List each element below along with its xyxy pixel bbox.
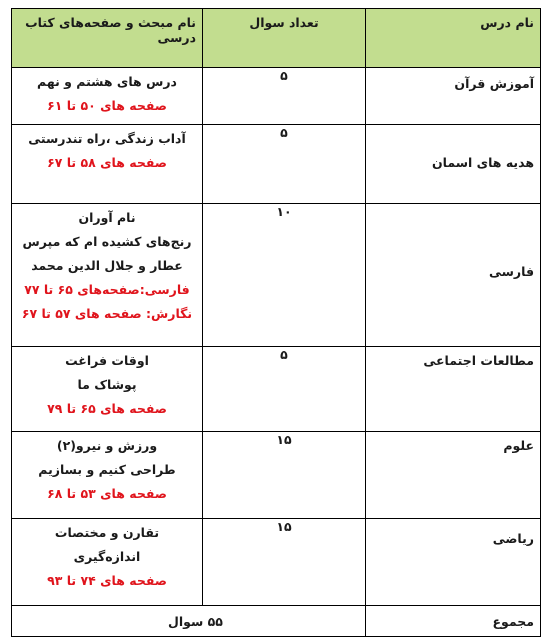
count-cell: ۵ (203, 347, 366, 432)
page-range-line: صفحه های ۷۴ تا ۹۳ (47, 573, 167, 588)
topics-cell (12, 125, 203, 204)
topic-line: پوشاک ما (77, 377, 137, 392)
topics-cell (12, 519, 203, 606)
table-row (12, 204, 541, 347)
topic-line: عطار و جلال الدین محمد (31, 258, 183, 273)
header-subject: نام درس (366, 9, 541, 68)
header-count: تعداد سوال (203, 9, 366, 68)
table-row (12, 519, 541, 606)
topics-cell (12, 68, 203, 125)
total-row (12, 606, 541, 637)
subject-cell: مطالعات اجتماعی (423, 353, 534, 368)
syllabus-table-wrapper (11, 8, 541, 637)
count-cell: ۵ (203, 125, 366, 204)
topic-line: درس های هشتم و نهم (37, 74, 177, 89)
subject-cell: ریاضی (492, 531, 534, 546)
topic-line: ورزش و نیرو(۲) (56, 438, 158, 453)
total-value: ۵۵ سوال (12, 606, 366, 637)
table-row (12, 432, 541, 519)
page-range-line: صفحه های ۵۸ تا ۶۷ (47, 155, 167, 170)
topic-line: اندازه‌گیری (73, 549, 141, 564)
syllabus-table (11, 8, 541, 637)
subject-cell: هدیه های اسمان (431, 155, 534, 170)
page-range-line: نگارش: صفحه های ۵۷ تا ۶۷ (21, 306, 193, 321)
topic-line: رنج‌های کشیده ام که مپرس (22, 234, 192, 249)
page-range-line: فارسی:صفحه‌های ۶۵ تا ۷۷ (24, 282, 190, 297)
subject-cell: فارسی (488, 264, 534, 279)
topics-cell (12, 347, 203, 432)
count-cell: ۵ (203, 68, 366, 125)
table-row (12, 347, 541, 432)
table-row (12, 68, 541, 125)
count-cell: ۱۰ (203, 204, 366, 347)
topic-line: آداب زندگی ،راه تندرستی (28, 131, 186, 146)
page-range-line: صفحه های ۶۵ تا ۷۹ (47, 401, 167, 416)
topic-line: اوقات فراغت (65, 353, 149, 368)
topic-line: نام آوران (78, 210, 136, 225)
header-topics: نام مبحث و صفحه‌های کتاب درسی (12, 9, 203, 68)
header-row (12, 9, 541, 68)
page-range-line: صفحه های ۵۳ تا ۶۸ (47, 486, 167, 501)
subject-cell: علوم (503, 438, 534, 453)
page-range-line: صفحه های ۵۰ تا ۶۱ (47, 98, 167, 113)
count-cell: ۱۵ (203, 519, 366, 606)
topics-cell (12, 432, 203, 519)
count-cell: ۱۵ (203, 432, 366, 519)
total-label: مجموع (366, 606, 541, 637)
topics-cell (12, 204, 203, 347)
subject-cell: آموزش قرآن (454, 76, 534, 91)
topic-line: طراحی کنیم و بسازیم (38, 462, 176, 477)
topic-line: تقارن و مختصات (54, 525, 160, 540)
table-row (12, 125, 541, 204)
